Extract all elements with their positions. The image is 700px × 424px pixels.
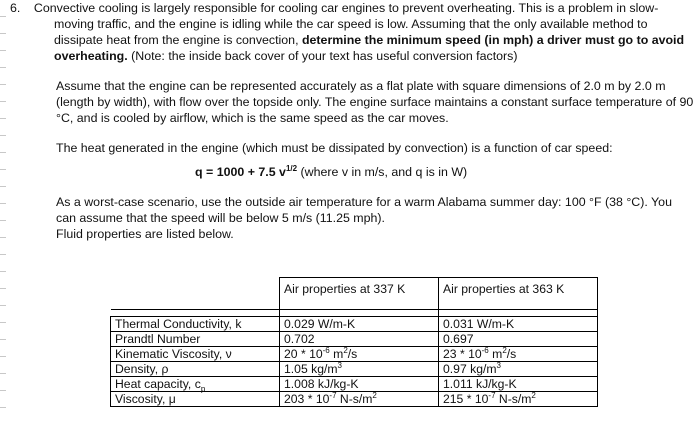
- table-row: [111, 392, 598, 407]
- value-337k: [280, 362, 439, 377]
- value-part: 203 * 10: [284, 392, 330, 406]
- value-part: /s: [506, 347, 517, 361]
- table-row: [111, 377, 598, 392]
- value-part: /s: [347, 347, 358, 361]
- problem-paragraph-5: Fluid properties are listed below.: [56, 227, 234, 241]
- table-spacer-row: [111, 310, 598, 317]
- value-part: 215 * 10: [443, 392, 489, 406]
- value-363k: [439, 392, 598, 407]
- value-363k: 0.031 W/m-K: [439, 317, 598, 332]
- equation-main: q = 1000 + 7.5 v: [195, 165, 286, 179]
- value-part: N-s/m: [336, 392, 373, 406]
- equation-exponent: 1/2: [285, 163, 298, 173]
- table-row: [111, 317, 598, 332]
- problem-paragraph-3: The heat generated in the engine (which must be dissipated by convection) is a function of car speed:: [56, 141, 613, 155]
- value-exponent: -6: [322, 345, 330, 355]
- property-label: Kinematic Viscosity, ν: [111, 347, 280, 362]
- property-label: Prandtl Number: [111, 332, 280, 347]
- value-363k: [439, 347, 598, 362]
- table-header-row: [111, 278, 598, 310]
- property-label: Thermal Conductivity, k: [111, 317, 280, 332]
- spacer-cell: [439, 310, 598, 317]
- value-exponent: 2: [502, 345, 507, 355]
- spacer-cell: [111, 310, 280, 317]
- value-337k: [280, 347, 439, 362]
- value-part: 23 * 10: [443, 347, 482, 361]
- equation-note: (where v in m/s, and q is in W): [297, 165, 468, 179]
- page-edge-marks: [0, 0, 6, 424]
- air-properties-table: [110, 277, 598, 407]
- value-part: 0.97 kg/m: [443, 362, 497, 376]
- value-363k: [439, 362, 598, 377]
- value-exponent: -7: [488, 390, 496, 400]
- header-337k: Air properties at 337 K: [280, 278, 439, 310]
- value-exponent: 3: [496, 360, 501, 370]
- problem-number: 6.: [10, 1, 21, 15]
- table-row: [111, 332, 598, 347]
- table-row: [111, 362, 598, 377]
- heat-equation: [10, 164, 694, 180]
- header-363k: Air properties at 363 K: [439, 278, 598, 310]
- label-subscript: p: [200, 384, 206, 394]
- problem-paragraph-1: [10, 0, 694, 64]
- property-label: Viscosity, μ: [111, 392, 280, 407]
- value-363k: 0.697: [439, 332, 598, 347]
- value-exponent: 3: [337, 360, 342, 370]
- value-part: 1.05 kg/m: [284, 362, 338, 376]
- value-exponent: 2: [531, 390, 536, 400]
- value-exponent: -7: [329, 390, 337, 400]
- para1-bold-question: determine the minimum speed (in mph) a driver must go to avoid overheating.: [54, 33, 685, 63]
- table-corner-cell: [111, 278, 280, 310]
- value-part: N-s/m: [495, 392, 532, 406]
- value-337k: 0.029 W/m-K: [280, 317, 439, 332]
- problem-paragraph-4: As a worst-case scenario, use the outside air temperature for a warm Alabama summer day: 100 °F (38 °C). You can assume that the speed will be below 5 m/s (11.25 mph).: [56, 195, 672, 225]
- value-part: 20 * 10: [284, 347, 323, 361]
- value-337k: 1.008 kJ/kg-K: [280, 377, 439, 392]
- value-part: m: [488, 347, 503, 361]
- problem-text: [10, 0, 694, 242]
- table-row: [111, 347, 598, 362]
- problem-paragraph-2: Assume that the engine can be represented accurately as a flat plate with square dimensions of 2.0 m by 2.0 m (length by width), with flow over the topside only. The engine surface maintains a constant surface temperature of 90 °C, and is cooled by airflow, which is the same speed as the car moves.: [56, 79, 694, 125]
- value-exponent: 2: [343, 345, 348, 355]
- para1-note: (Note: the inside back cover of your text has useful conversion factors): [127, 49, 518, 63]
- property-label: [111, 377, 280, 392]
- value-363k: 1.011 kJ/kg-K: [439, 377, 598, 392]
- value-exponent: 2: [372, 390, 377, 400]
- property-label: Density, ρ: [111, 362, 280, 377]
- para1-text: Convective cooling is largely responsible for cooling car engines to prevent overheating. This is a problem in slow-moving traffic, and the engine is idling while the car speed is low. Assuming that the only available method to dissipate heat from the engine is convection,: [33, 1, 659, 47]
- value-337k: 0.702: [280, 332, 439, 347]
- value-337k: [280, 392, 439, 407]
- spacer-cell: [280, 310, 439, 317]
- value-part: m: [329, 347, 344, 361]
- label-part: Heat capacity, c: [115, 377, 201, 391]
- value-exponent: -6: [481, 345, 489, 355]
